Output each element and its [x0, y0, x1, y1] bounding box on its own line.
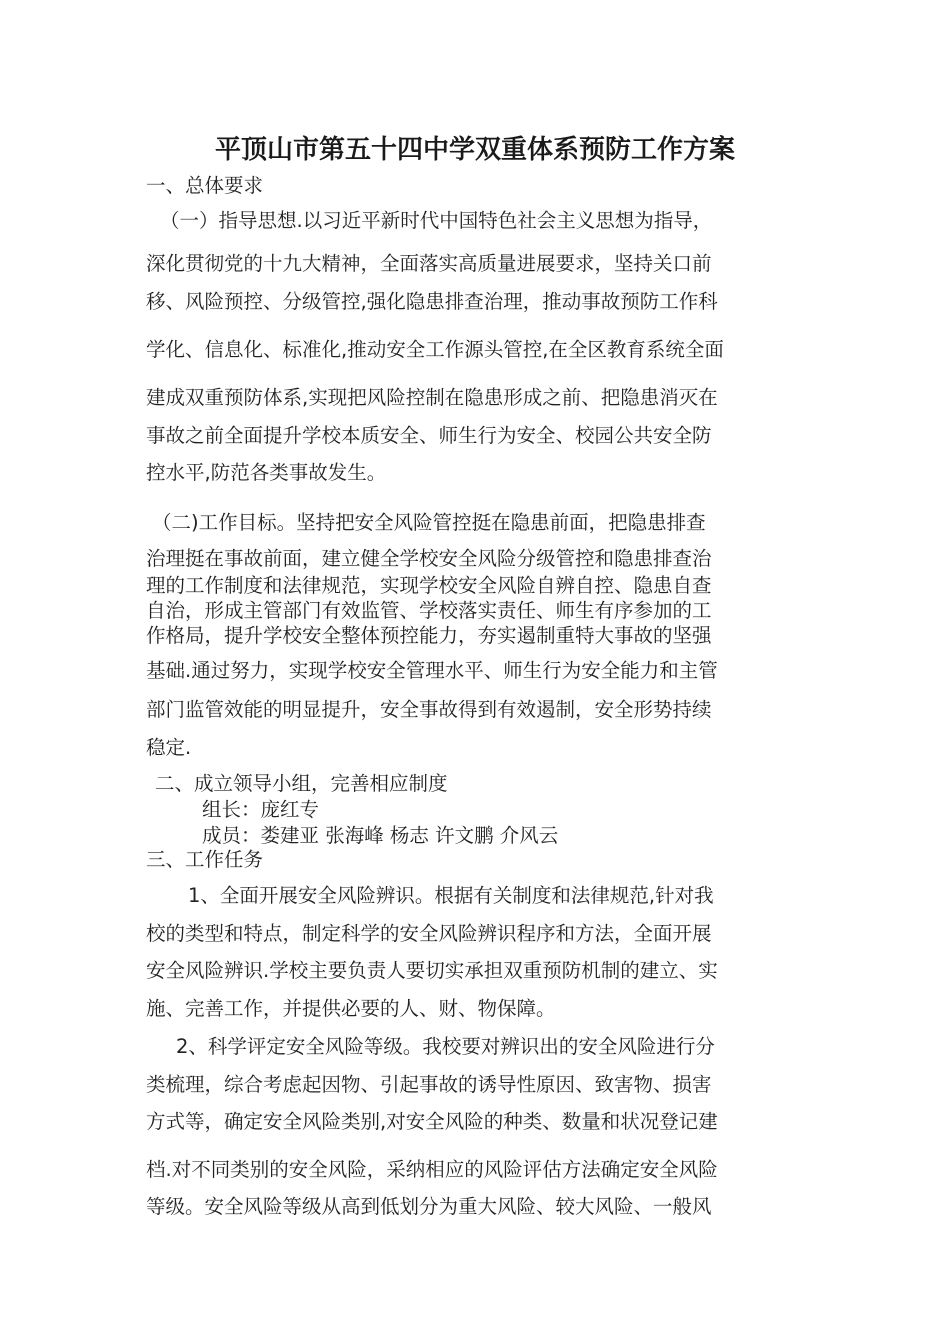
section-heading: 二、成立领导小组，完善相应制度 — [155, 772, 448, 795]
paragraph-line: 方式等，确定安全风险类别,对安全风险的种类、数量和状况登记建 — [146, 1110, 718, 1133]
paragraph-line: 1、全面开展安全风险辨识。根据有关制度和法律规范,针对我 — [188, 884, 714, 907]
paragraph-line: 事故之前全面提升学校本质安全、师生行为安全、校园公共安全防 — [146, 424, 712, 447]
paragraph-line: 2、科学评定安全风险等级。我校要对辨识出的安全风险进行分 — [176, 1035, 715, 1058]
paragraph-line: 校的类型和特点，制定科学的安全风险辨识程序和方法，全面开展 — [146, 922, 712, 945]
paragraph-line: 学化、信息化、标准化,推动安全工作源头管控,在全区教育系统全面 — [146, 338, 724, 361]
leader-line: 组长：庞红专 — [202, 798, 320, 821]
paragraph-line: 深化贯彻党的十九大精神，全面落实高质量进展要求，坚持关口前 — [146, 252, 712, 275]
paragraph-line: 基础.通过努力，实现学校安全管理水平、师生行为安全能力和主管 — [146, 659, 718, 682]
paragraph-line: 档.对不同类别的安全风险，采纳相应的风险评估方法确定安全风险 — [146, 1158, 718, 1181]
paragraph-line: 等级。安全风险等级从高到低划分为重大风险、较大风险、一般风 — [146, 1195, 712, 1218]
paragraph-line: 理的工作制度和法律规范，实现学校安全风险自辨自控、隐患自查 — [146, 574, 712, 597]
section-heading: 一、总体要求 — [146, 174, 264, 197]
paragraph-line: 建成双重预防体系,实现把风险控制在隐患形成之前、把隐患消灭在 — [146, 386, 718, 409]
paragraph-line: 类梳理，综合考虑起因物、引起事故的诱导性原因、致害物、损害 — [146, 1073, 712, 1096]
document-title: 平顶山市第五十四中学双重体系预防工作方案 — [214, 135, 735, 165]
paragraph-line: 移、风险预控、分级管控,强化隐患排查治理，推动事故预防工作科 — [146, 290, 718, 313]
paragraph-line: 稳定. — [146, 736, 192, 759]
section-heading: 三、工作任务 — [146, 848, 264, 871]
paragraph-line: （二)工作目标。坚持把安全风险管控挺在隐患前面，把隐患排查 — [152, 511, 706, 534]
paragraph-line: 部门监管效能的明显提升，安全事故得到有效遏制，安全形势持续 — [146, 698, 712, 721]
paragraph-line: 施、完善工作，并提供必要的人、财、物保障。 — [146, 997, 556, 1020]
paragraph-line: （一）指导思想.以习近平新时代中国特色社会主义思想为指导， — [160, 209, 713, 232]
paragraph-line: 控水平,防范各类事故发生。 — [146, 461, 387, 484]
paragraph-line: 安全风险辨识.学校主要负责人要切实承担双重预防机制的建立、实 — [146, 959, 718, 982]
paragraph-line: 治理挺在事故前面，建立健全学校安全风险分级管控和隐患排查治 — [146, 547, 712, 570]
paragraph-line: 作格局，提升学校安全整体预控能力，夯实遏制重特大事故的坚强 — [146, 624, 712, 647]
members-line: 成员：娄建亚 张海峰 杨志 许文鹏 介风云 — [202, 824, 559, 847]
paragraph-line: 自治，形成主管部门有效监管、学校落实责任、师生有序参加的工 — [146, 599, 712, 622]
